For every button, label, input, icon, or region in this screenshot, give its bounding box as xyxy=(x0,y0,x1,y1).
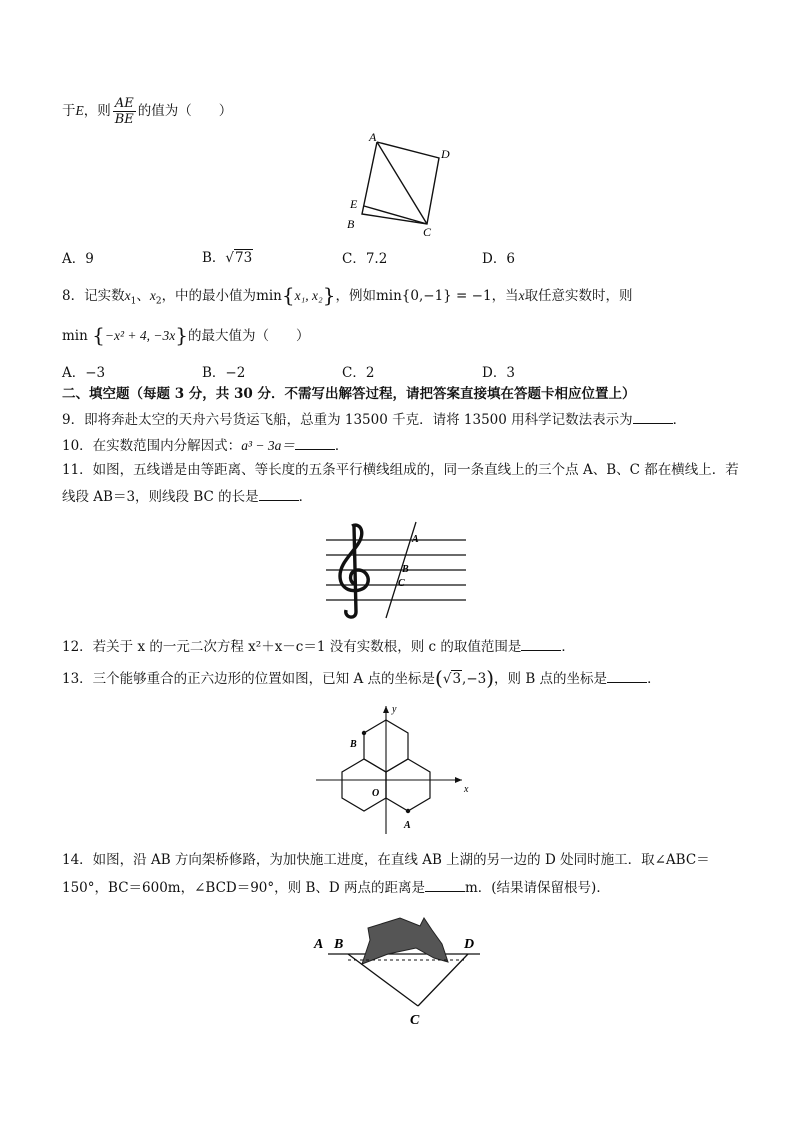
q12-line: 12．若关于 x 的一元二次方程 x²＋x－c＝1 没有实数根，则 c 的取值范围是 ． xyxy=(62,636,575,657)
q13-label-b: B xyxy=(350,739,357,750)
q7-mid: ，则 xyxy=(83,103,111,119)
q7-fraction xyxy=(113,96,136,127)
q13-point-b xyxy=(362,731,366,735)
q14-blank xyxy=(425,877,465,892)
q7-label-a: A xyxy=(369,130,377,144)
q13-point-a xyxy=(406,809,410,813)
q13-label-o: O xyxy=(372,788,380,799)
q11-line2: 线段 AB＝3，则线段 BC 的长是 ． xyxy=(62,486,312,507)
q14-label-a: A xyxy=(314,937,324,952)
q11-label-a: A xyxy=(412,534,419,545)
q13-label-x: x xyxy=(464,784,469,795)
q7-label-b: B xyxy=(347,217,355,231)
q7-quad xyxy=(362,142,439,224)
q8-option-c: C．2 xyxy=(342,365,375,381)
q8-line1: 8．记实数$x_1$、$x_2$，中的最小值为min{x₁, x₂}，例如min{0,−1} = −1，当x取任意实数时，则 xyxy=(62,283,633,307)
q14-label-d: D xyxy=(464,937,475,952)
q10-line: 10．在实数范围内分解因式：a³ − 3a＝ ． xyxy=(62,435,348,456)
q7-frac-numerator: AE xyxy=(113,96,136,112)
q7-tail-line xyxy=(62,96,232,127)
q13-line: 13．三个能够重合的正六边形的位置如图，已知 A 点的坐标是(√3,−3)，则 B 点的坐标是 ． xyxy=(62,666,661,690)
q9-blank xyxy=(633,409,673,424)
q13-blank xyxy=(607,668,647,683)
q11-label-b: B xyxy=(402,564,409,575)
q14-label-b: B xyxy=(334,937,344,952)
q11-staff-figure xyxy=(320,518,470,620)
q13-y-arrow-icon xyxy=(383,706,389,713)
q7-frac-denominator: BE xyxy=(114,112,134,127)
q7-suffix: 的值为（ ） xyxy=(137,103,233,119)
q10-blank xyxy=(295,435,335,450)
q13-sqrt-symbol: √ xyxy=(442,671,452,687)
q14-segment-bc xyxy=(348,954,418,1006)
q13-hexagon-figure xyxy=(312,700,482,836)
q7-option-b-prefix: B． xyxy=(202,250,226,266)
q8-option-b: B．−2 xyxy=(202,365,246,381)
q13-hexagon-right xyxy=(386,759,430,811)
q7-option-b-radicand: 73 xyxy=(235,250,253,266)
q7-label-c: C xyxy=(423,225,432,238)
q14-lake xyxy=(362,918,448,964)
q8-option-d: D．3 xyxy=(482,365,515,381)
q11-blank xyxy=(259,486,299,501)
q11-label-c: C xyxy=(398,578,405,589)
q7-figure xyxy=(335,128,465,238)
q7-option-d: D．6 xyxy=(482,251,515,267)
q7-sqrt-symbol: √ xyxy=(225,250,235,266)
q11-line1: 11．如图，五线谱是由等距离、等长度的五条平行横线组成的，同一条直线上的三个点 A、B、C 都在横线上．若 xyxy=(62,462,739,478)
q13-hexagon-left xyxy=(342,759,386,811)
q7-option-b xyxy=(202,246,253,266)
q7-prefix: 于 xyxy=(62,103,76,119)
q13-x-arrow-icon xyxy=(455,777,462,783)
q7-point-e: E xyxy=(75,103,84,118)
q14-label-c: C xyxy=(410,1013,420,1028)
q7-label-d: D xyxy=(441,147,450,161)
q7-option-c: C．7.2 xyxy=(342,251,388,267)
q14-segment-cd xyxy=(418,954,468,1006)
section-title-fill-in: 二、填空题（每题 3 分，共 30 分．不需写出解答过程，请把答案直接填在答题卡相应位置上） xyxy=(62,386,636,402)
q14-line1: 14．如图，沿 AB 方向架桥修路，为加快施工进度，在直线 AB 上湖的另一边的 D 处同时施工．取∠ABC＝ xyxy=(62,852,710,868)
q13-label-a: A xyxy=(404,820,411,831)
q12-blank xyxy=(521,636,561,651)
q14-lake-figure xyxy=(308,910,498,1030)
q8-line2: min {−x² + 4, −3x}的最大值为（ ） xyxy=(62,323,310,347)
q9-line: 9．即将奔赴太空的天舟六号货运飞船，总重为 13500 千克．请将 13500 用科学记数法表示为 ． xyxy=(62,409,686,430)
treble-clef-icon xyxy=(340,525,368,617)
q8-option-a: A．−3 xyxy=(62,365,106,381)
q7-option-a: A．9 xyxy=(62,251,94,267)
q13-label-y: y xyxy=(392,704,397,715)
q14-line2: 150°，BC＝600m，∠BCD＝90°，则 B、D 两点的距离是 m．(结果请保留根号)． xyxy=(62,877,610,898)
q7-label-e: E xyxy=(350,197,358,211)
